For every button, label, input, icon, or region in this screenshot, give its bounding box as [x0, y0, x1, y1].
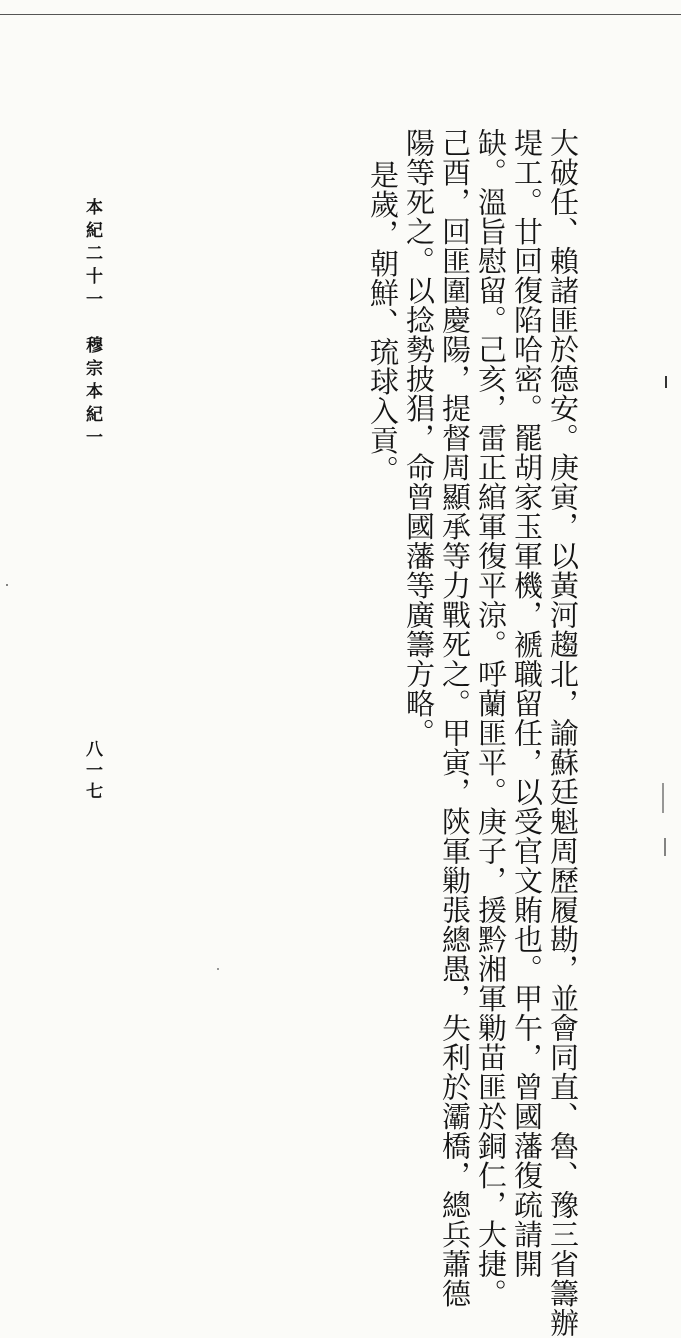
scan-mark [662, 783, 664, 813]
text-column-4: 己酉，回匪圍慶陽，提督周顯承等力戰死之。甲寅，陝軍勦張總愚，失利於灞橋，總兵蕭德 [438, 128, 472, 1308]
text-column-2: 堤工。廿回復陷哈密。罷胡家玉軍機，褫職留任，以受官文賄也。甲午，曾國藩復疏請開 [510, 128, 544, 1279]
scan-mark [665, 376, 667, 388]
page-number: 八一七 [82, 740, 102, 803]
text-column-6: 是歲，朝鮮、琉球入貢。 [366, 160, 400, 485]
scan-mark [664, 838, 666, 856]
scan-mark [6, 584, 8, 586]
text-column-5: 陽等死之。以捻勢披猖，命曾國藩等廣籌方略。 [402, 128, 436, 748]
running-title: 本紀二十一 穆宗本紀一 [82, 198, 102, 451]
page-top-border [0, 14, 681, 15]
scan-mark [217, 968, 219, 970]
text-column-3: 缺。溫旨慰留。己亥，雷正綰軍復平涼。呼蘭匪平。庚子，援黔湘軍勦苗匪於銅仁，大捷。 [474, 128, 508, 1308]
text-column-1: 大破任、賴諸匪於德安。庚寅，以黃河趨北，諭蘇廷魁周歷履勘，並會同直、魯、豫三省籌辦 [546, 128, 580, 1338]
